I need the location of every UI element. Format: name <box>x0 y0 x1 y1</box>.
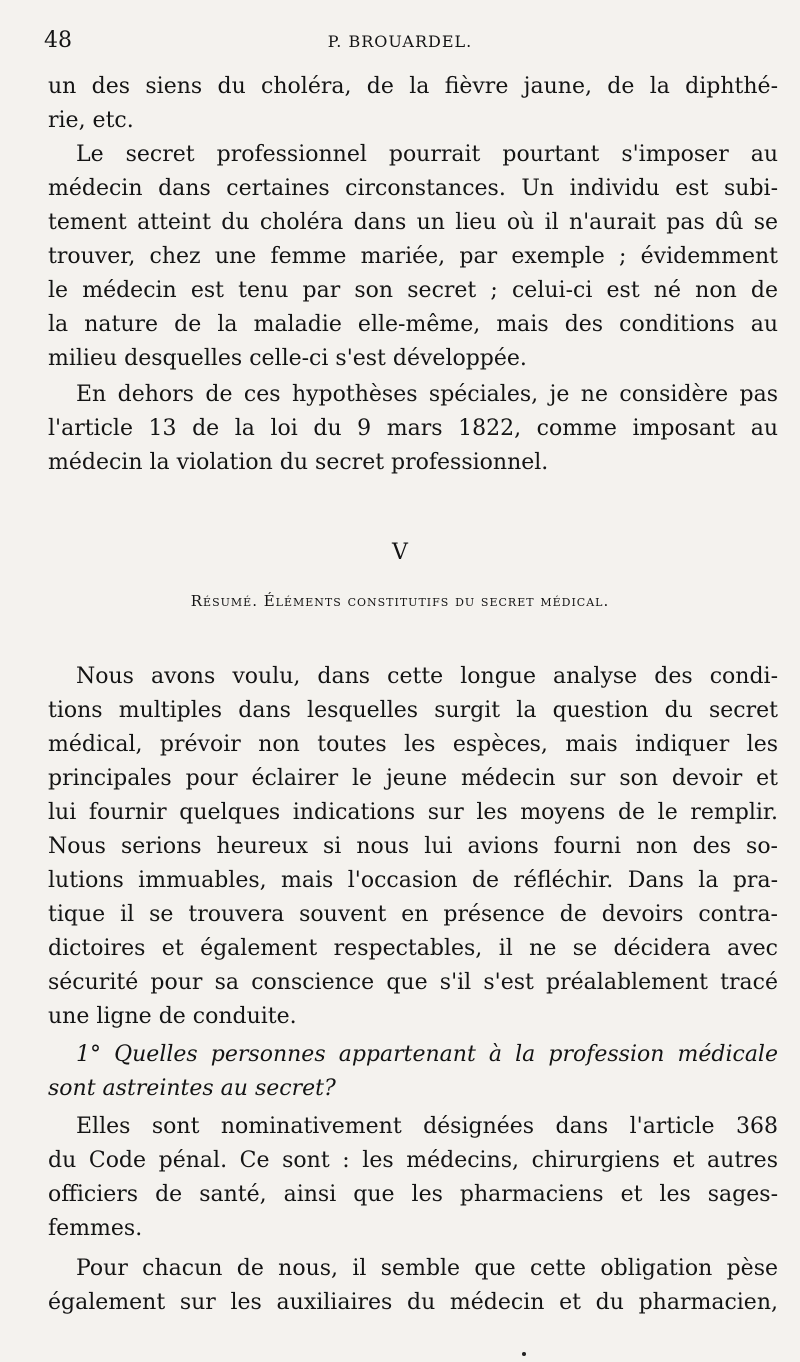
text-line: trouver, chez une femme mariée, par exemple ; évidemment <box>48 244 778 269</box>
running-head: P. BROUARDEL. <box>327 32 473 51</box>
page-header <box>0 28 800 58</box>
ink-speck <box>522 1352 526 1356</box>
section-title: Résumé. Éléments constitutifs du secret médical. <box>190 592 610 610</box>
text-line: médical, prévoir non toutes les espèces, mais indiquer les <box>48 732 778 757</box>
page-number: 48 <box>44 28 72 53</box>
text-line: sécurité pour sa conscience que s'il s'est préalablement tracé <box>48 970 778 995</box>
paragraph-first-line: En dehors de ces hypothèses spéciales, je ne considère pas <box>76 382 778 407</box>
text-line: tement atteint du choléra dans un lieu où il n'aurait pas dû se <box>48 210 778 235</box>
paragraph-first-line: Pour chacun de nous, il semble que cette obligation pèse <box>76 1256 778 1281</box>
text-line: rie, etc. <box>48 108 134 133</box>
paragraph-first-line: Nous avons voulu, dans cette longue analyse des condi- <box>76 664 778 689</box>
text-line: du Code pénal. Ce sont : les médecins, chirurgiens et autres <box>48 1148 778 1173</box>
text-line: dictoires et également respectables, il ne se décidera avec <box>48 936 778 961</box>
text-line: officiers de santé, ainsi que les pharmaciens et les sages- <box>48 1182 778 1207</box>
text-line: médecin dans certaines circonstances. Un individu est subi- <box>48 176 778 201</box>
text-line: Nous serions heureux si nous lui avions fourni non des so- <box>48 834 778 859</box>
section-number: V <box>392 540 408 565</box>
text-line: un des siens du choléra, de la fièvre jaune, de la diphthé- <box>48 74 778 99</box>
question-heading: 1° Quelles personnes appartenant à la profession médicale <box>76 1042 778 1067</box>
text-line: principales pour éclairer le jeune médecin sur son devoir et <box>48 766 778 791</box>
text-line: milieu desquelles celle-ci s'est développée. <box>48 346 527 371</box>
text-line: une ligne de conduite. <box>48 1004 297 1029</box>
text-line: le médecin est tenu par son secret ; celui-ci est né non de <box>48 278 778 303</box>
text-line: lui fournir quelques indications sur les moyens de le remplir. <box>48 800 778 825</box>
text-line: l'article 13 de la loi du 9 mars 1822, comme imposant au <box>48 416 778 441</box>
paragraph-first-line: Elles sont nominativement désignées dans l'article 368 <box>76 1114 778 1139</box>
text-line: également sur les auxiliaires du médecin et du pharmacien, <box>48 1290 778 1315</box>
text-line: la nature de la maladie elle-même, mais des conditions au <box>48 312 778 337</box>
text-line: tions multiples dans lesquelles surgit la question du secret <box>48 698 778 723</box>
text-line: médecin la violation du secret professionnel. <box>48 450 549 475</box>
text-line: tique il se trouvera souvent en présence de devoirs contra- <box>48 902 778 927</box>
text-line: lutions immuables, mais l'occasion de réfléchir. Dans la pra- <box>48 868 778 893</box>
text-line: femmes. <box>48 1216 143 1241</box>
paragraph-first-line: Le secret professionnel pourrait pourtant s'imposer au <box>76 142 778 167</box>
question-heading: sont astreintes au secret? <box>48 1076 336 1101</box>
